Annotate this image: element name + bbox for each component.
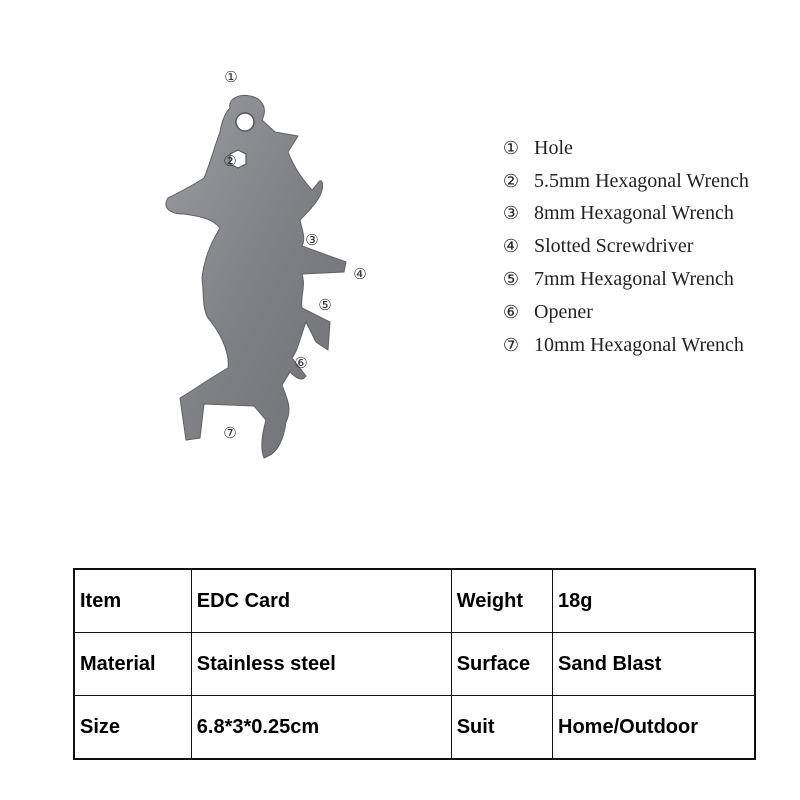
spec-value: 18g	[553, 569, 755, 633]
legend-label: 7mm Hexagonal Wrench	[534, 268, 734, 291]
legend-label: 8mm Hexagonal Wrench	[534, 202, 734, 225]
table-row	[74, 633, 755, 696]
legend-number: ③	[502, 203, 520, 225]
legend-item-5-5mm-wrench	[500, 165, 795, 198]
legend-label: 10mm Hexagonal Wrench	[534, 333, 744, 356]
spec-key: Material	[74, 633, 191, 696]
callout-5: ⑤	[318, 296, 332, 314]
callout-2: ②	[223, 152, 237, 170]
spec-value: EDC Card	[191, 569, 451, 633]
legend-number: ④	[502, 236, 520, 258]
legend-number: ①	[502, 137, 520, 159]
seahorse-tool-image	[150, 60, 370, 470]
spec-key: Weight	[451, 569, 552, 633]
spec-key: Surface	[451, 633, 552, 696]
spec-key: Item	[74, 569, 191, 633]
feature-legend	[500, 132, 795, 362]
legend-label: Opener	[534, 300, 593, 323]
spec-key: Suit	[451, 696, 552, 760]
table-row	[74, 569, 755, 633]
legend-item-7mm-wrench	[500, 263, 795, 296]
legend-item-opener	[500, 296, 795, 329]
spec-value: 6.8*3*0.25cm	[191, 696, 451, 760]
hole	[236, 113, 254, 131]
legend-item-screwdriver	[500, 230, 795, 263]
table-row	[74, 696, 755, 760]
callout-6: ⑥	[294, 354, 308, 372]
legend-item-10mm-wrench	[500, 329, 795, 362]
legend-label: Hole	[534, 136, 573, 159]
callout-1: ①	[224, 68, 238, 86]
spec-key: Size	[74, 696, 191, 760]
spec-value: Sand Blast	[553, 633, 755, 696]
legend-label: 5.5mm Hexagonal Wrench	[534, 169, 749, 192]
callout-3: ③	[305, 231, 319, 249]
legend-number: ②	[502, 170, 520, 192]
seahorse-body	[166, 96, 346, 459]
callout-4: ④	[353, 265, 367, 283]
spec-table	[73, 568, 756, 760]
legend-number: ⑦	[502, 334, 520, 356]
spec-value: Stainless steel	[191, 633, 451, 696]
legend-number: ⑥	[502, 301, 520, 323]
legend-label: Slotted Screwdriver	[534, 235, 694, 258]
legend-item-hole	[500, 132, 795, 165]
legend-number: ⑤	[502, 269, 520, 291]
product-illustration	[150, 60, 370, 470]
spec-value: Home/Outdoor	[553, 696, 755, 760]
callout-7: ⑦	[223, 424, 237, 442]
legend-item-8mm-wrench	[500, 198, 795, 231]
